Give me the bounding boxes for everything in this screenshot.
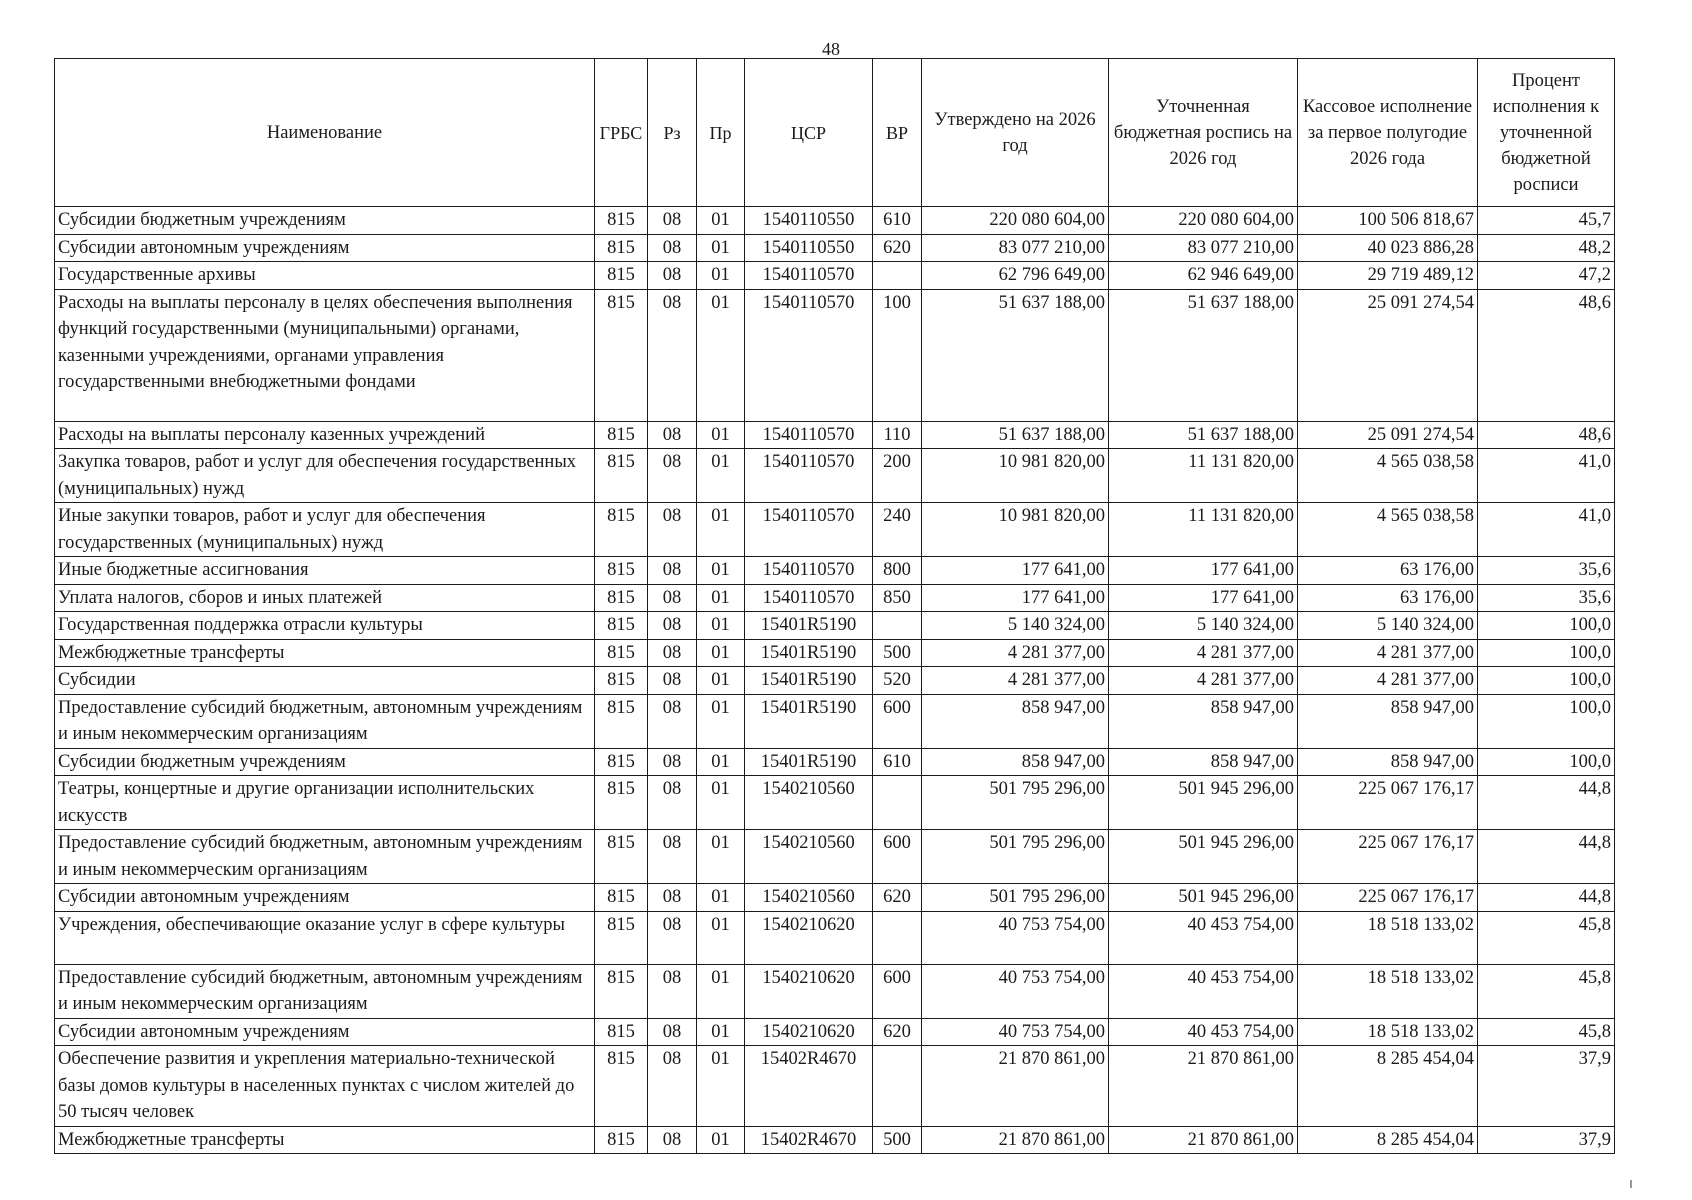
budget-execution-table <box>54 58 1615 1154</box>
cell-grbs: 815 <box>595 830 648 884</box>
cell-vr: 600 <box>873 694 922 748</box>
cell-grbs: 815 <box>595 694 648 748</box>
table-row <box>55 557 1615 585</box>
cell-pr: 01 <box>697 612 745 640</box>
cell-pr: 01 <box>697 557 745 585</box>
cell-grbs: 815 <box>595 289 648 421</box>
cell-vr <box>873 776 922 830</box>
cell-name: Театры, концертные и другие организации исполнительских искусств <box>55 776 595 830</box>
cell-refined: 858 947,00 <box>1109 748 1298 776</box>
cell-vr: 520 <box>873 667 922 695</box>
cell-name: Расходы на выплаты персоналу казенных учреждений <box>55 421 595 449</box>
table-row <box>55 694 1615 748</box>
cell-percent: 44,8 <box>1478 884 1615 912</box>
cell-csr: 15402R4670 <box>745 1046 873 1127</box>
table-row <box>55 421 1615 449</box>
cell-rz: 08 <box>648 612 697 640</box>
cell-name: Предоставление субсидий бюджетным, автономным учреждениям и иным некоммерческим организациям <box>55 964 595 1018</box>
cell-pr: 01 <box>697 748 745 776</box>
cell-refined: 21 870 861,00 <box>1109 1046 1298 1127</box>
cell-pr: 01 <box>697 776 745 830</box>
cell-refined: 11 131 820,00 <box>1109 503 1298 557</box>
header-csr: ЦСР <box>745 59 873 207</box>
cell-approved: 10 981 820,00 <box>922 449 1109 503</box>
cell-grbs: 815 <box>595 584 648 612</box>
cell-approved: 10 981 820,00 <box>922 503 1109 557</box>
cell-grbs: 815 <box>595 776 648 830</box>
cell-grbs: 815 <box>595 1018 648 1046</box>
cell-approved: 21 870 861,00 <box>922 1046 1109 1127</box>
cell-rz: 08 <box>648 584 697 612</box>
cell-refined: 177 641,00 <box>1109 584 1298 612</box>
cell-vr <box>873 1046 922 1127</box>
cell-approved: 83 077 210,00 <box>922 234 1109 262</box>
cell-rz: 08 <box>648 262 697 290</box>
cell-approved: 51 637 188,00 <box>922 289 1109 421</box>
cell-rz: 08 <box>648 830 697 884</box>
cell-percent: 100,0 <box>1478 667 1615 695</box>
cell-grbs: 815 <box>595 262 648 290</box>
cell-percent: 48,2 <box>1478 234 1615 262</box>
cell-refined: 501 945 296,00 <box>1109 776 1298 830</box>
cell-cash: 63 176,00 <box>1298 557 1478 585</box>
cell-pr: 01 <box>697 207 745 235</box>
cell-grbs: 815 <box>595 503 648 557</box>
cell-name: Расходы на выплаты персоналу в целях обеспечения выполнения функций государственными (муниципальными) органами, казенными учреждениями, органами управления государственными внебюджетными фондами <box>55 289 595 421</box>
cell-approved: 177 641,00 <box>922 557 1109 585</box>
cell-percent: 48,6 <box>1478 421 1615 449</box>
cell-vr: 500 <box>873 1126 922 1154</box>
cell-cash: 225 067 176,17 <box>1298 776 1478 830</box>
cell-csr: 1540110570 <box>745 557 873 585</box>
cell-approved: 177 641,00 <box>922 584 1109 612</box>
cell-vr: 110 <box>873 421 922 449</box>
cell-pr: 01 <box>697 884 745 912</box>
cell-refined: 177 641,00 <box>1109 557 1298 585</box>
cell-rz: 08 <box>648 503 697 557</box>
cell-rz: 08 <box>648 234 697 262</box>
cell-grbs: 815 <box>595 748 648 776</box>
cell-cash: 25 091 274,54 <box>1298 289 1478 421</box>
table-row <box>55 776 1615 830</box>
cell-name: Субсидии автономным учреждениям <box>55 1018 595 1046</box>
cell-name: Межбюджетные трансферты <box>55 1126 595 1154</box>
header-refined: Уточненная бюджетная роспись на 2026 год <box>1109 59 1298 207</box>
cell-approved: 501 795 296,00 <box>922 830 1109 884</box>
cell-percent: 45,8 <box>1478 1018 1615 1046</box>
table-row <box>55 584 1615 612</box>
cell-percent: 47,2 <box>1478 262 1615 290</box>
cell-percent: 100,0 <box>1478 639 1615 667</box>
cell-vr: 610 <box>873 748 922 776</box>
cell-refined: 83 077 210,00 <box>1109 234 1298 262</box>
cell-rz: 08 <box>648 421 697 449</box>
cell-pr: 01 <box>697 1126 745 1154</box>
cell-name: Иные закупки товаров, работ и услуг для обеспечения государственных (муниципальных) нужд <box>55 503 595 557</box>
cell-name: Обеспечение развития и укрепления материально-технической базы домов культуры в населенных пунктах с числом жителей до 50 тысяч человек <box>55 1046 595 1127</box>
cell-name: Закупка товаров, работ и услуг для обеспечения государственных (муниципальных) нужд <box>55 449 595 503</box>
header-pr: Пр <box>697 59 745 207</box>
cell-csr: 1540110570 <box>745 503 873 557</box>
cell-vr: 600 <box>873 964 922 1018</box>
cell-refined: 4 281 377,00 <box>1109 667 1298 695</box>
cell-vr <box>873 911 922 964</box>
cell-cash: 225 067 176,17 <box>1298 884 1478 912</box>
header-grbs: ГРБС <box>595 59 648 207</box>
cell-rz: 08 <box>648 639 697 667</box>
cell-name: Государственная поддержка отрасли культуры <box>55 612 595 640</box>
cell-csr: 15402R4670 <box>745 1126 873 1154</box>
cell-csr: 1540210620 <box>745 964 873 1018</box>
cell-vr: 620 <box>873 884 922 912</box>
cell-vr: 500 <box>873 639 922 667</box>
table-row <box>55 911 1615 964</box>
table-row <box>55 262 1615 290</box>
cell-grbs: 815 <box>595 612 648 640</box>
cell-grbs: 815 <box>595 964 648 1018</box>
cell-percent: 100,0 <box>1478 694 1615 748</box>
cell-vr: 610 <box>873 207 922 235</box>
cell-rz: 08 <box>648 964 697 1018</box>
cell-approved: 51 637 188,00 <box>922 421 1109 449</box>
cell-pr: 01 <box>697 1018 745 1046</box>
cell-approved: 40 753 754,00 <box>922 1018 1109 1046</box>
cell-cash: 4 565 038,58 <box>1298 503 1478 557</box>
cell-vr: 620 <box>873 1018 922 1046</box>
cell-approved: 501 795 296,00 <box>922 776 1109 830</box>
cell-percent: 45,8 <box>1478 964 1615 1018</box>
cell-refined: 11 131 820,00 <box>1109 449 1298 503</box>
table-row <box>55 1046 1615 1127</box>
cell-cash: 18 518 133,02 <box>1298 911 1478 964</box>
table-row <box>55 449 1615 503</box>
cell-csr: 15401R5190 <box>745 667 873 695</box>
header-percent: Процент исполнения к уточненной бюджетной росписи <box>1478 59 1615 207</box>
cell-grbs: 815 <box>595 667 648 695</box>
cell-csr: 1540210560 <box>745 830 873 884</box>
cell-name: Субсидии автономным учреждениям <box>55 234 595 262</box>
table-row <box>55 964 1615 1018</box>
cell-cash: 40 023 886,28 <box>1298 234 1478 262</box>
cell-csr: 15401R5190 <box>745 748 873 776</box>
cell-csr: 1540110570 <box>745 449 873 503</box>
cell-grbs: 815 <box>595 449 648 503</box>
cell-cash: 4 565 038,58 <box>1298 449 1478 503</box>
cell-name: Предоставление субсидий бюджетным, автономным учреждениям и иным некоммерческим организациям <box>55 830 595 884</box>
cell-approved: 4 281 377,00 <box>922 667 1109 695</box>
cell-pr: 01 <box>697 964 745 1018</box>
cell-cash: 225 067 176,17 <box>1298 830 1478 884</box>
cell-cash: 63 176,00 <box>1298 584 1478 612</box>
cell-vr <box>873 612 922 640</box>
cell-pr: 01 <box>697 830 745 884</box>
cell-cash: 100 506 818,67 <box>1298 207 1478 235</box>
cell-percent: 37,9 <box>1478 1126 1615 1154</box>
cell-rz: 08 <box>648 449 697 503</box>
cell-csr: 1540110570 <box>745 584 873 612</box>
cell-refined: 62 946 649,00 <box>1109 262 1298 290</box>
cell-refined: 40 453 754,00 <box>1109 1018 1298 1046</box>
scan-mark <box>1630 1180 1632 1188</box>
cell-name: Иные бюджетные ассигнования <box>55 557 595 585</box>
cell-percent: 100,0 <box>1478 612 1615 640</box>
header-name: Наименование <box>55 59 595 207</box>
cell-csr: 1540210620 <box>745 1018 873 1046</box>
cell-cash: 18 518 133,02 <box>1298 1018 1478 1046</box>
cell-percent: 44,8 <box>1478 776 1615 830</box>
cell-csr: 1540210620 <box>745 911 873 964</box>
cell-csr: 1540210560 <box>745 776 873 830</box>
cell-csr: 1540110550 <box>745 234 873 262</box>
cell-grbs: 815 <box>595 421 648 449</box>
cell-pr: 01 <box>697 449 745 503</box>
cell-refined: 40 453 754,00 <box>1109 911 1298 964</box>
cell-cash: 4 281 377,00 <box>1298 667 1478 695</box>
cell-rz: 08 <box>648 694 697 748</box>
table-row <box>55 234 1615 262</box>
cell-name: Уплата налогов, сборов и иных платежей <box>55 584 595 612</box>
cell-name: Межбюджетные трансферты <box>55 639 595 667</box>
cell-name: Субсидии бюджетным учреждениям <box>55 207 595 235</box>
cell-approved: 5 140 324,00 <box>922 612 1109 640</box>
cell-pr: 01 <box>697 503 745 557</box>
cell-name: Учреждения, обеспечивающие оказание услуг в сфере культуры <box>55 911 595 964</box>
header-approved: Утверждено на 2026 год <box>922 59 1109 207</box>
table-row <box>55 1018 1615 1046</box>
cell-grbs: 815 <box>595 207 648 235</box>
cell-rz: 08 <box>648 207 697 235</box>
cell-csr: 15401R5190 <box>745 612 873 640</box>
cell-grbs: 815 <box>595 884 648 912</box>
cell-pr: 01 <box>697 289 745 421</box>
cell-vr: 600 <box>873 830 922 884</box>
cell-approved: 4 281 377,00 <box>922 639 1109 667</box>
cell-pr: 01 <box>697 234 745 262</box>
cell-approved: 62 796 649,00 <box>922 262 1109 290</box>
cell-rz: 08 <box>648 911 697 964</box>
cell-rz: 08 <box>648 1046 697 1127</box>
cell-rz: 08 <box>648 776 697 830</box>
cell-vr <box>873 262 922 290</box>
cell-rz: 08 <box>648 748 697 776</box>
cell-vr: 620 <box>873 234 922 262</box>
cell-refined: 220 080 604,00 <box>1109 207 1298 235</box>
cell-cash: 8 285 454,04 <box>1298 1126 1478 1154</box>
cell-percent: 45,7 <box>1478 207 1615 235</box>
cell-refined: 858 947,00 <box>1109 694 1298 748</box>
header-row <box>55 59 1615 207</box>
cell-pr: 01 <box>697 1046 745 1127</box>
cell-rz: 08 <box>648 1126 697 1154</box>
cell-percent: 48,6 <box>1478 289 1615 421</box>
table-row <box>55 748 1615 776</box>
cell-percent: 45,8 <box>1478 911 1615 964</box>
cell-csr: 1540110570 <box>745 289 873 421</box>
cell-approved: 40 753 754,00 <box>922 964 1109 1018</box>
cell-approved: 501 795 296,00 <box>922 884 1109 912</box>
cell-grbs: 815 <box>595 1126 648 1154</box>
table-row <box>55 639 1615 667</box>
cell-refined: 501 945 296,00 <box>1109 830 1298 884</box>
cell-refined: 501 945 296,00 <box>1109 884 1298 912</box>
cell-percent: 35,6 <box>1478 557 1615 585</box>
cell-vr: 200 <box>873 449 922 503</box>
cell-name: Государственные архивы <box>55 262 595 290</box>
cell-approved: 21 870 861,00 <box>922 1126 1109 1154</box>
table-row <box>55 884 1615 912</box>
cell-percent: 44,8 <box>1478 830 1615 884</box>
cell-csr: 1540110570 <box>745 421 873 449</box>
cell-percent: 35,6 <box>1478 584 1615 612</box>
cell-vr: 800 <box>873 557 922 585</box>
cell-cash: 18 518 133,02 <box>1298 964 1478 1018</box>
cell-rz: 08 <box>648 667 697 695</box>
cell-refined: 5 140 324,00 <box>1109 612 1298 640</box>
cell-name: Субсидии бюджетным учреждениям <box>55 748 595 776</box>
cell-percent: 41,0 <box>1478 503 1615 557</box>
cell-cash: 25 091 274,54 <box>1298 421 1478 449</box>
cell-refined: 51 637 188,00 <box>1109 289 1298 421</box>
cell-pr: 01 <box>697 911 745 964</box>
cell-rz: 08 <box>648 289 697 421</box>
cell-csr: 1540110550 <box>745 207 873 235</box>
table-row <box>55 503 1615 557</box>
cell-grbs: 815 <box>595 911 648 964</box>
cell-csr: 1540110570 <box>745 262 873 290</box>
cell-pr: 01 <box>697 262 745 290</box>
table-row <box>55 207 1615 235</box>
table-row <box>55 830 1615 884</box>
cell-pr: 01 <box>697 694 745 748</box>
cell-refined: 51 637 188,00 <box>1109 421 1298 449</box>
table-row <box>55 289 1615 421</box>
cell-cash: 4 281 377,00 <box>1298 639 1478 667</box>
cell-grbs: 815 <box>595 234 648 262</box>
header-vr: ВР <box>873 59 922 207</box>
cell-percent: 100,0 <box>1478 748 1615 776</box>
cell-percent: 37,9 <box>1478 1046 1615 1127</box>
header-cash: Кассовое исполнение за первое полугодие 2026 года <box>1298 59 1478 207</box>
cell-grbs: 815 <box>595 1046 648 1127</box>
cell-approved: 858 947,00 <box>922 694 1109 748</box>
cell-cash: 5 140 324,00 <box>1298 612 1478 640</box>
cell-pr: 01 <box>697 421 745 449</box>
cell-cash: 29 719 489,12 <box>1298 262 1478 290</box>
cell-rz: 08 <box>648 884 697 912</box>
table-row <box>55 1126 1615 1154</box>
cell-rz: 08 <box>648 557 697 585</box>
cell-percent: 41,0 <box>1478 449 1615 503</box>
cell-cash: 8 285 454,04 <box>1298 1046 1478 1127</box>
cell-approved: 858 947,00 <box>922 748 1109 776</box>
cell-cash: 858 947,00 <box>1298 748 1478 776</box>
cell-pr: 01 <box>697 584 745 612</box>
cell-csr: 15401R5190 <box>745 694 873 748</box>
cell-grbs: 815 <box>595 639 648 667</box>
cell-approved: 40 753 754,00 <box>922 911 1109 964</box>
cell-pr: 01 <box>697 639 745 667</box>
cell-refined: 21 870 861,00 <box>1109 1126 1298 1154</box>
cell-cash: 858 947,00 <box>1298 694 1478 748</box>
cell-csr: 15401R5190 <box>745 639 873 667</box>
cell-vr: 850 <box>873 584 922 612</box>
table-row <box>55 612 1615 640</box>
cell-rz: 08 <box>648 1018 697 1046</box>
header-rz: Рз <box>648 59 697 207</box>
cell-grbs: 815 <box>595 557 648 585</box>
cell-vr: 240 <box>873 503 922 557</box>
cell-name: Предоставление субсидий бюджетным, автономным учреждениям и иным некоммерческим организациям <box>55 694 595 748</box>
cell-approved: 220 080 604,00 <box>922 207 1109 235</box>
cell-refined: 40 453 754,00 <box>1109 964 1298 1018</box>
cell-name: Субсидии автономным учреждениям <box>55 884 595 912</box>
cell-csr: 1540210560 <box>745 884 873 912</box>
page-number: 48 <box>822 39 840 59</box>
cell-refined: 4 281 377,00 <box>1109 639 1298 667</box>
cell-pr: 01 <box>697 667 745 695</box>
cell-name: Субсидии <box>55 667 595 695</box>
cell-vr: 100 <box>873 289 922 421</box>
table-row <box>55 667 1615 695</box>
